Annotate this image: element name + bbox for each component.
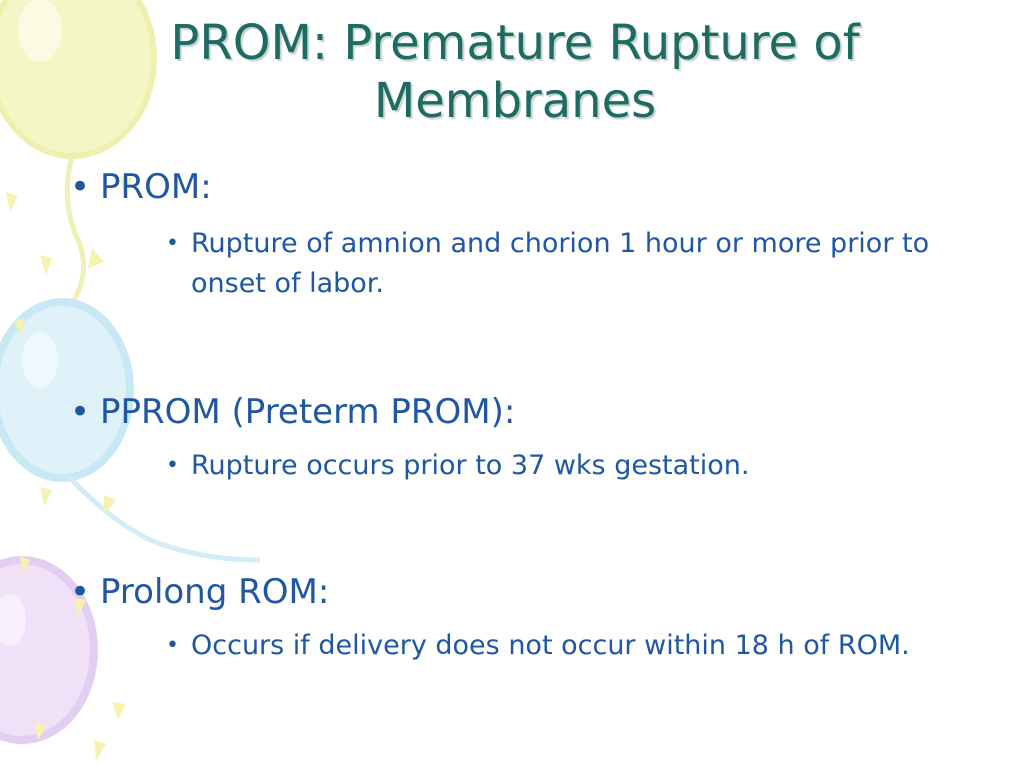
sub-bullet-pprom-definition: [166, 446, 966, 486]
sub-bullet-text: Rupture occurs prior to 37 wks gestation.: [191, 450, 750, 481]
sub-bullet-dot-icon: •: [166, 231, 179, 256]
slide-title: PROM: Premature Rupture of Membranes: [170, 15, 860, 129]
bullet-dot-icon: •: [70, 572, 91, 612]
bullet-dot-icon: •: [70, 392, 91, 432]
sub-bullet-dot-icon: •: [166, 633, 179, 658]
bullet-pprom: [70, 392, 515, 432]
sub-bullet-text: Occurs if delivery does not occur within 18 h of ROM.: [191, 630, 910, 661]
bullet-label: PPROM (Preterm PROM):: [100, 392, 516, 432]
sub-bullet-text: Rupture of amnion and chorion 1 hour or more prior to onset of labor.: [191, 228, 930, 299]
bullet-label: PROM:: [100, 167, 212, 207]
bullet-dot-icon: •: [70, 167, 91, 207]
sub-bullet-dot-icon: •: [166, 453, 179, 478]
sub-bullet-prolong-rom-definition: [166, 626, 966, 666]
bullet-label: Prolong ROM:: [100, 572, 330, 612]
sub-bullet-prom-definition: [166, 224, 966, 304]
bullet-prom: [70, 167, 212, 207]
bullet-prolong-rom: [70, 572, 329, 612]
